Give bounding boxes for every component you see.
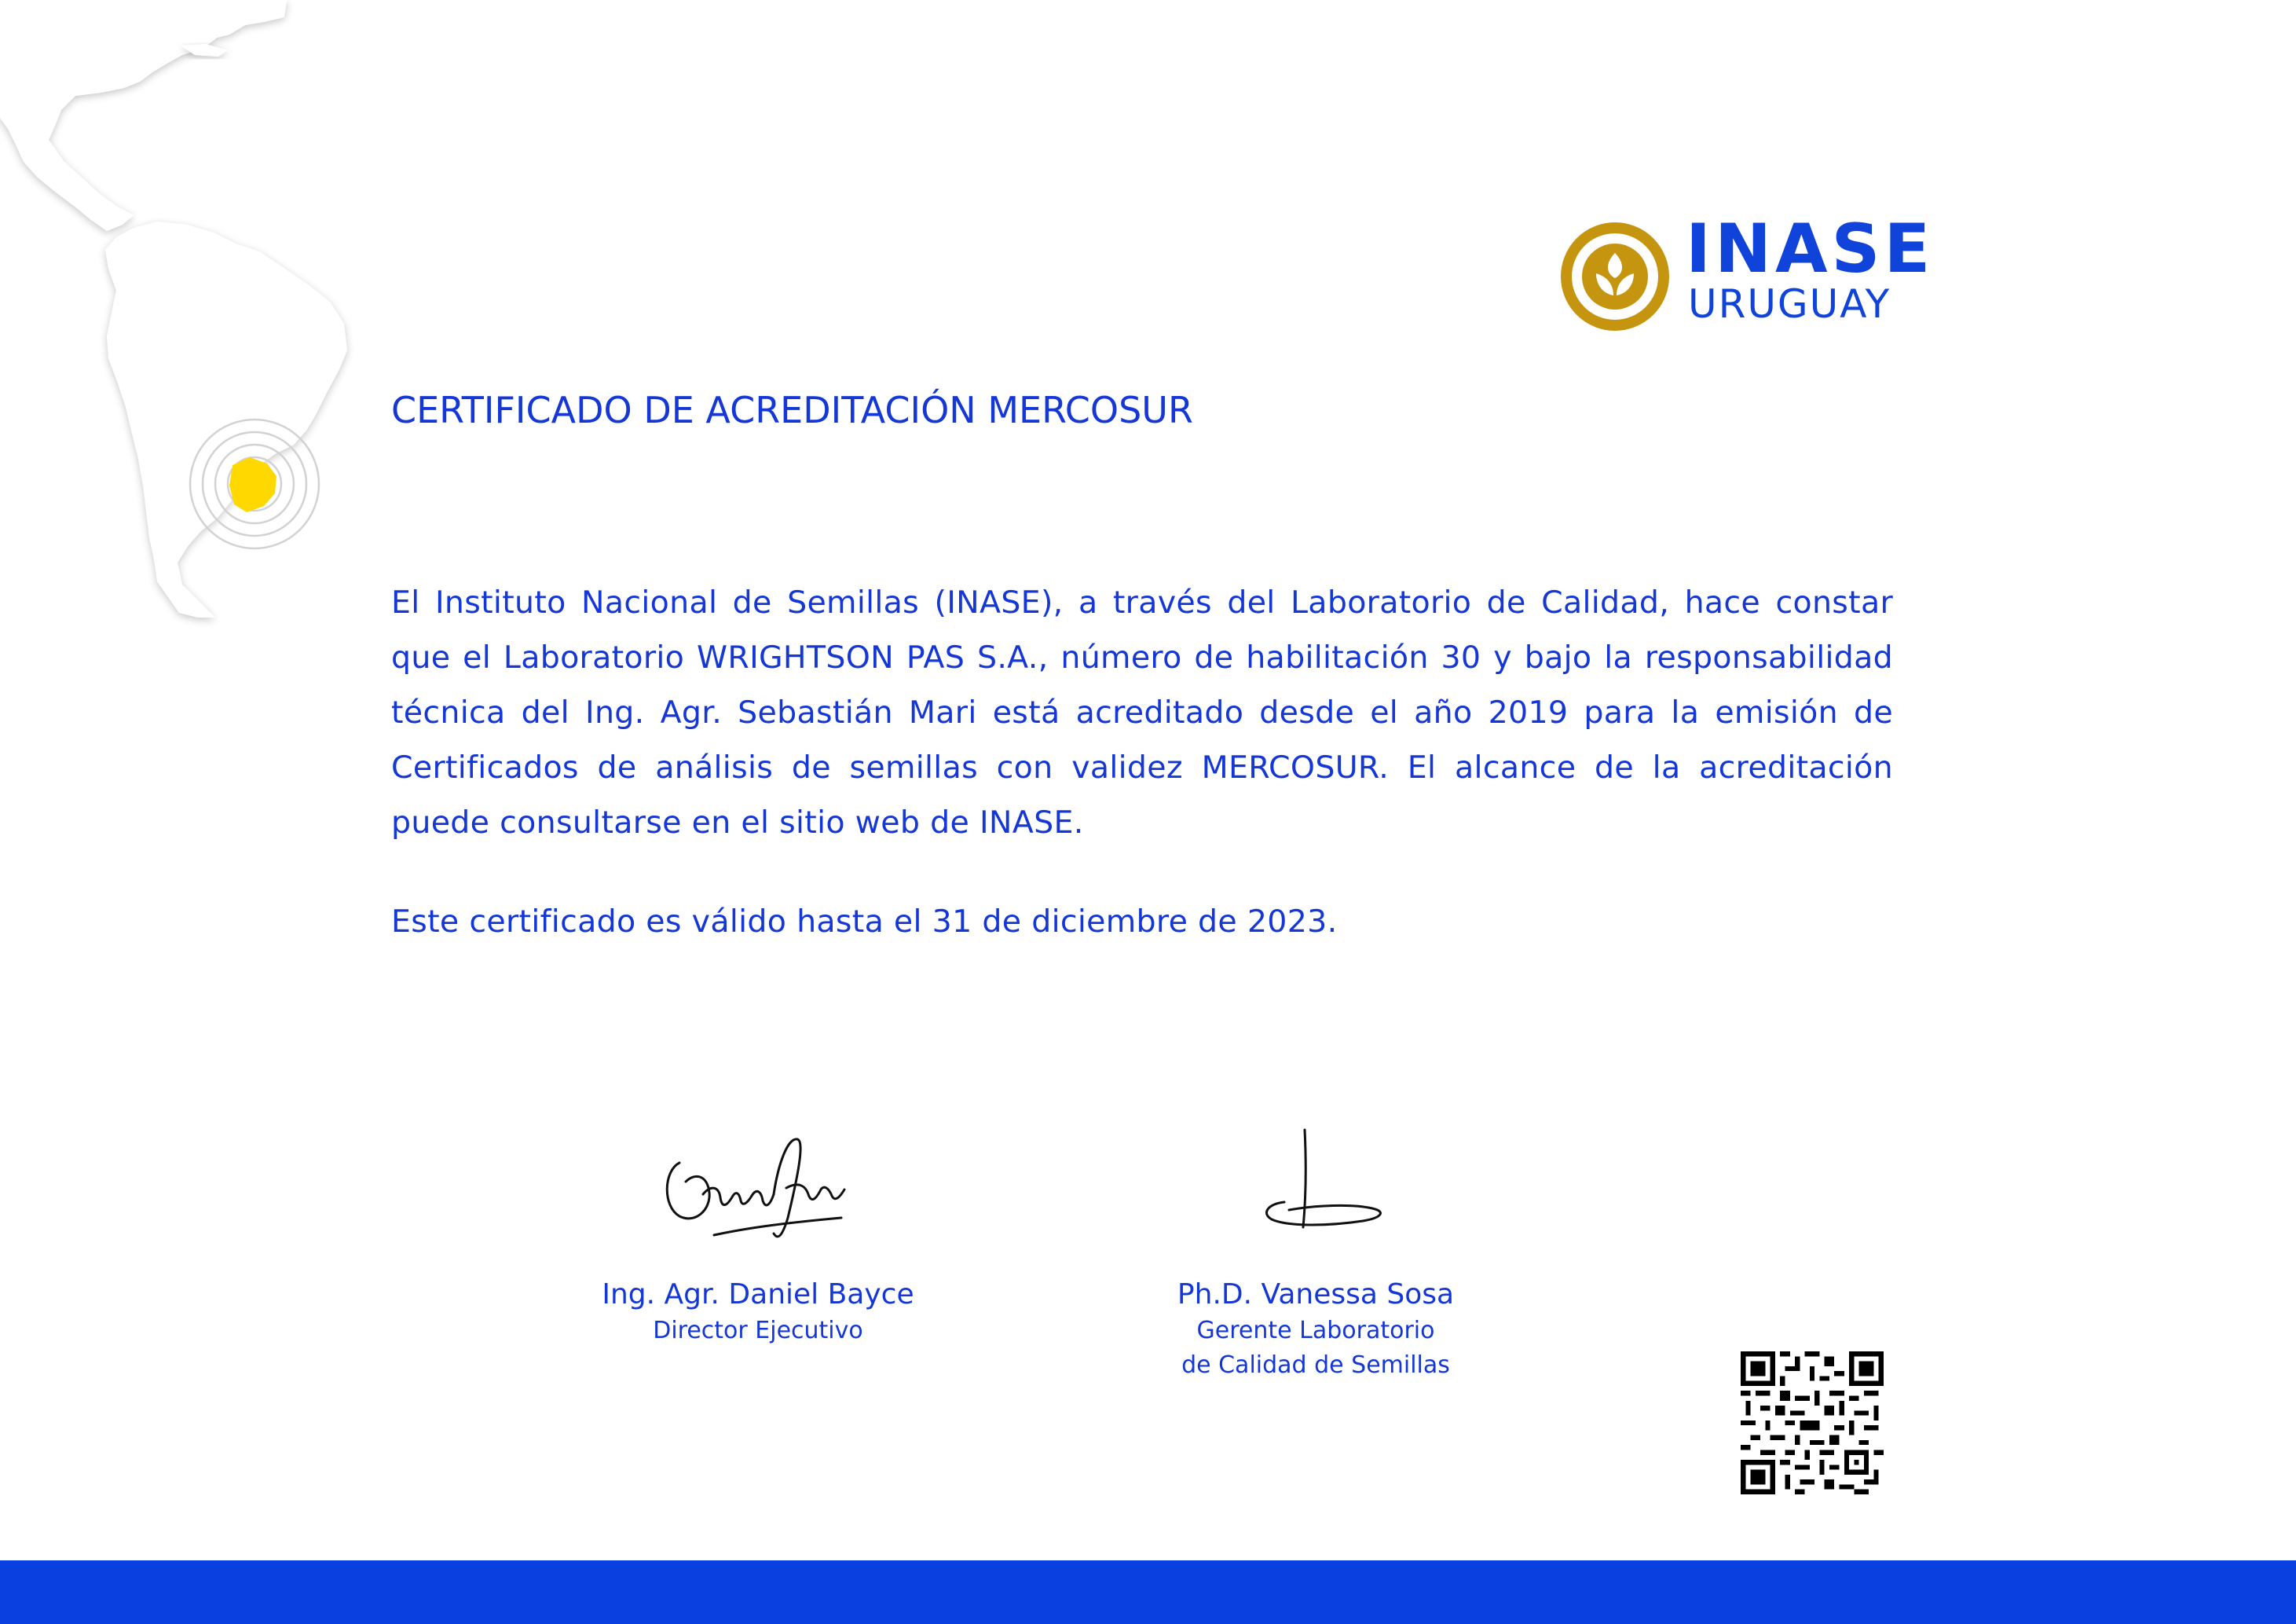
uruguay-location-marker-icon <box>229 457 276 512</box>
signature-block-lab-manager <box>1115 1116 1516 1383</box>
signatory-name: Ing. Agr. Daniel Bayce <box>602 1278 914 1311</box>
qr-code-icon[interactable] <box>1741 1351 1884 1494</box>
signatory-role: Gerente Laboratorio <box>1196 1317 1435 1344</box>
certificate-validity: Este certificado es válido hasta el 31 de diciembre de 2023. <box>391 904 1338 940</box>
logo-country: URUGUAY <box>1688 281 1891 327</box>
inase-logo <box>1560 210 1935 338</box>
signatory-role-line2: de Calidad de Semillas <box>1181 1351 1450 1379</box>
signature-block-director <box>566 1116 950 1348</box>
footer-bar <box>0 1560 2296 1624</box>
handwritten-signature <box>648 1116 868 1249</box>
signatory-name: Ph.D. Vanessa Sosa <box>1177 1278 1455 1311</box>
certificate-title: CERTIFICADO DE ACREDITACIÓN MERCOSUR <box>391 389 1193 431</box>
certificate-body: El Instituto Nacional de Semillas (INASE), a través del Laboratorio de Calidad, hace constar que el Laboratorio WRIGHTSON PAS S.A., número de habilitación 30 y bajo la responsabilidad técnica del Ing. Agr. Sebastián Mari está acreditado desde el año 2019 para la emisión de Certificados de análisis de semillas con validez MERCOSUR. El alcance de la acreditación puede consultarse en el sitio web de INASE. <box>391 585 1893 841</box>
south-america-map-icon <box>0 0 369 629</box>
signatory-role: Director Ejecutivo <box>653 1317 863 1344</box>
handwritten-signature <box>1214 1116 1418 1249</box>
wheat-leaf-logo-icon <box>1560 222 1670 332</box>
logo-name: INASE <box>1686 210 1935 288</box>
